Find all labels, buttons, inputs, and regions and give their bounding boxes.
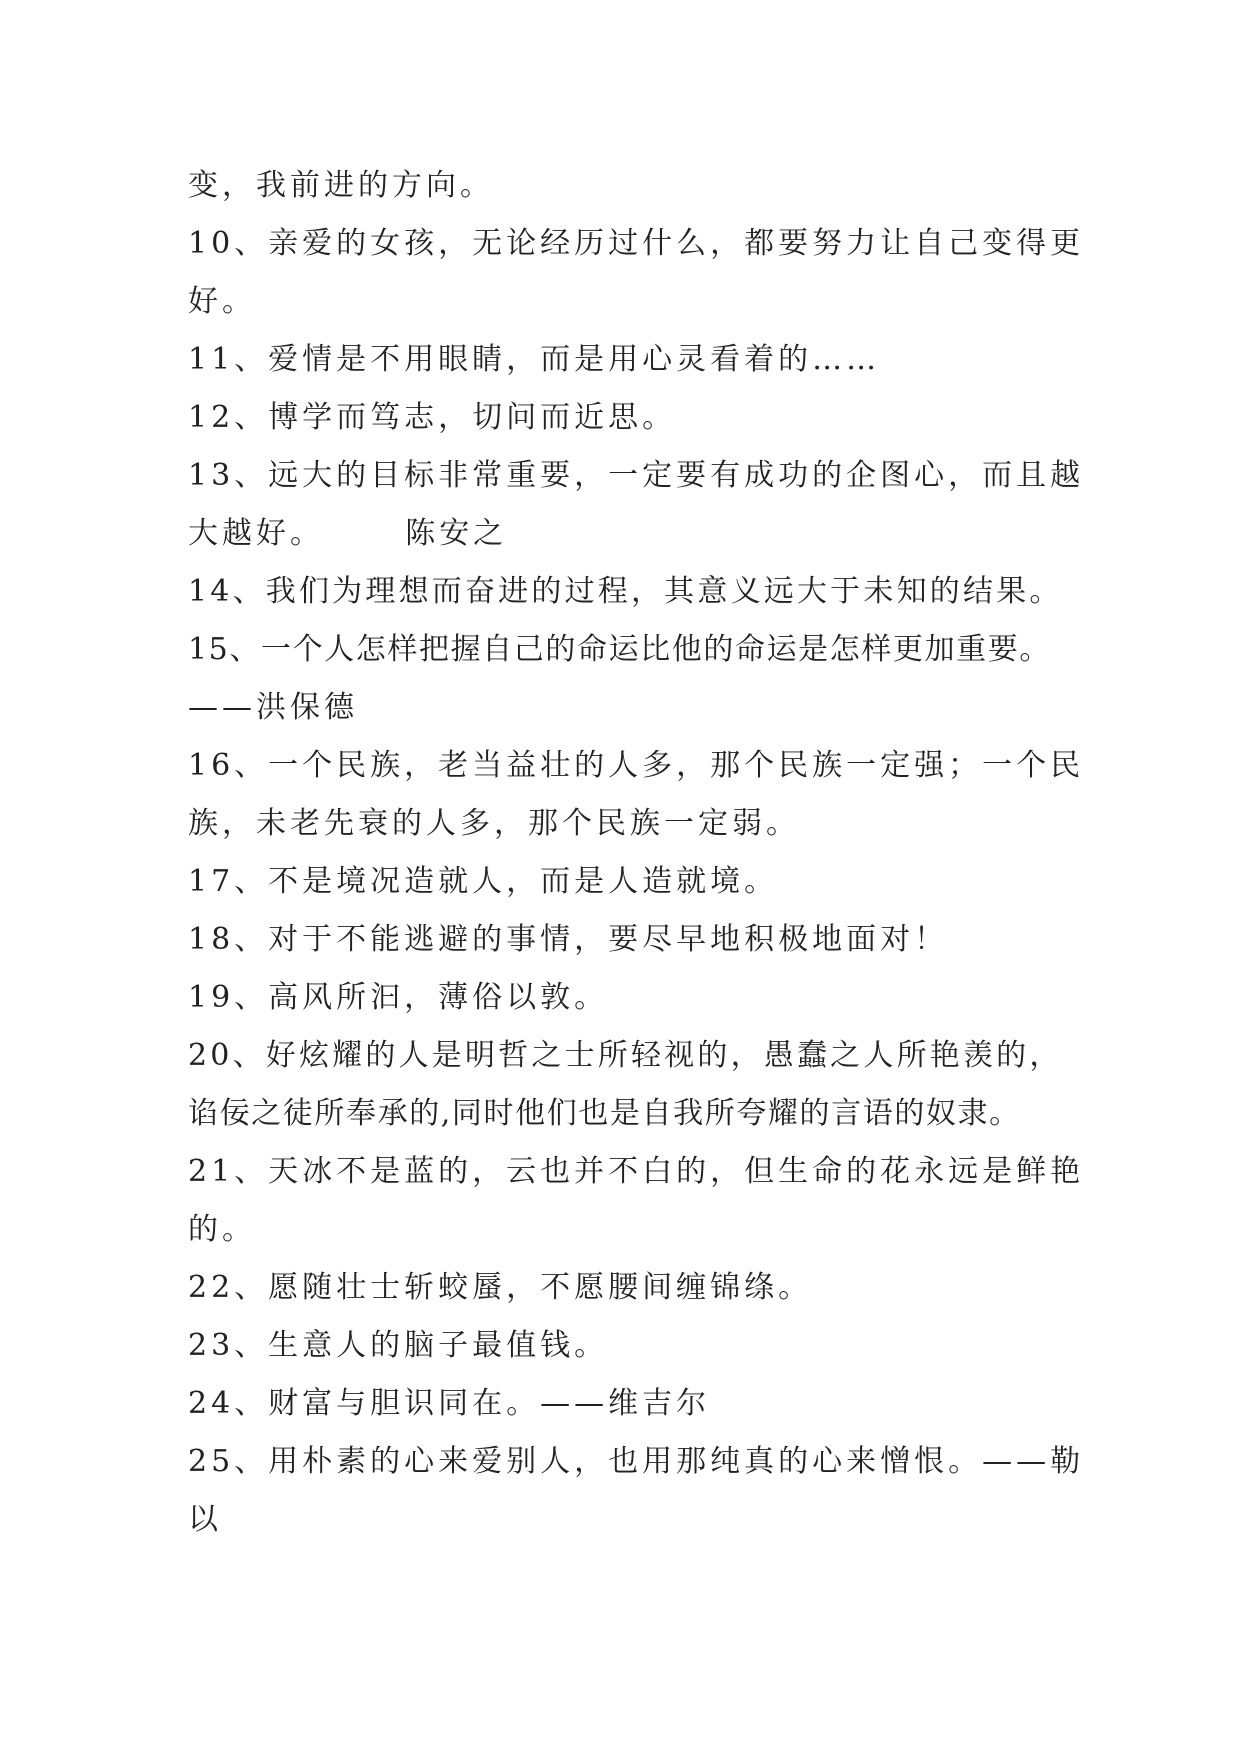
text-line: 15、一个人怎样把握自己的命运比他的命运是怎样更加重要。 xyxy=(188,632,1051,667)
text-line: 25、用朴素的心来爱别人，也用那纯真的心来憎恨。——勒 xyxy=(188,1444,1085,1479)
text-line: 19、高风所汩，薄俗以敦。 xyxy=(188,980,609,1015)
text-line: 族，未老先衰的人多，那个民族一定弱。 xyxy=(188,806,800,841)
text-line: 14、我们为理想而奋进的过程，其意义远大于未知的结果。 xyxy=(188,574,1063,609)
text-line: ——洪保德 xyxy=(188,690,358,725)
text-line: 21、天冰不是蓝的，云也并不白的，但生命的花永远是鲜艳 xyxy=(188,1154,1085,1189)
text-line: 变，我前进的方向。 xyxy=(188,168,494,203)
text-line: 10、亲爱的女孩，无论经历过什么，都要努力让自己变得更 xyxy=(188,226,1085,261)
text-line: 16、一个民族，老当益壮的人多，那个民族一定强；一个民 xyxy=(188,748,1085,783)
text-line: 12、博学而笃志，切问而近思。 xyxy=(188,400,677,435)
quote-text-block xyxy=(188,157,1088,1549)
text-line: 好。 xyxy=(188,284,256,319)
text-line: 11、爱情是不用眼睛，而是用心灵看着的…… xyxy=(188,342,881,377)
text-line: 谄佞之徒所奉承的,同时他们也是自我所夸耀的言语的奴隶。 xyxy=(188,1096,1021,1131)
text-line: 大越好。 陈安之 xyxy=(188,516,508,551)
text-line: 22、愿随壮士斩蛟蜃，不愿腰间缠锦绦。 xyxy=(188,1270,813,1305)
text-line: 的。 xyxy=(188,1212,256,1247)
text-line: 24、财富与胆识同在。——维吉尔 xyxy=(188,1386,711,1421)
text-line: 13、远大的目标非常重要，一定要有成功的企图心，而且越 xyxy=(188,458,1085,493)
text-line: 20、好炫耀的人是明哲之士所轻视的，愚蠢之人所艳羡的， xyxy=(188,1038,1063,1073)
text-line: 以 xyxy=(188,1502,222,1537)
text-line: 23、生意人的脑子最值钱。 xyxy=(188,1328,609,1363)
text-line: 18、对于不能逃避的事情，要尽早地积极地面对！ xyxy=(188,922,949,957)
text-line: 17、不是境况造就人，而是人造就境。 xyxy=(188,864,779,899)
